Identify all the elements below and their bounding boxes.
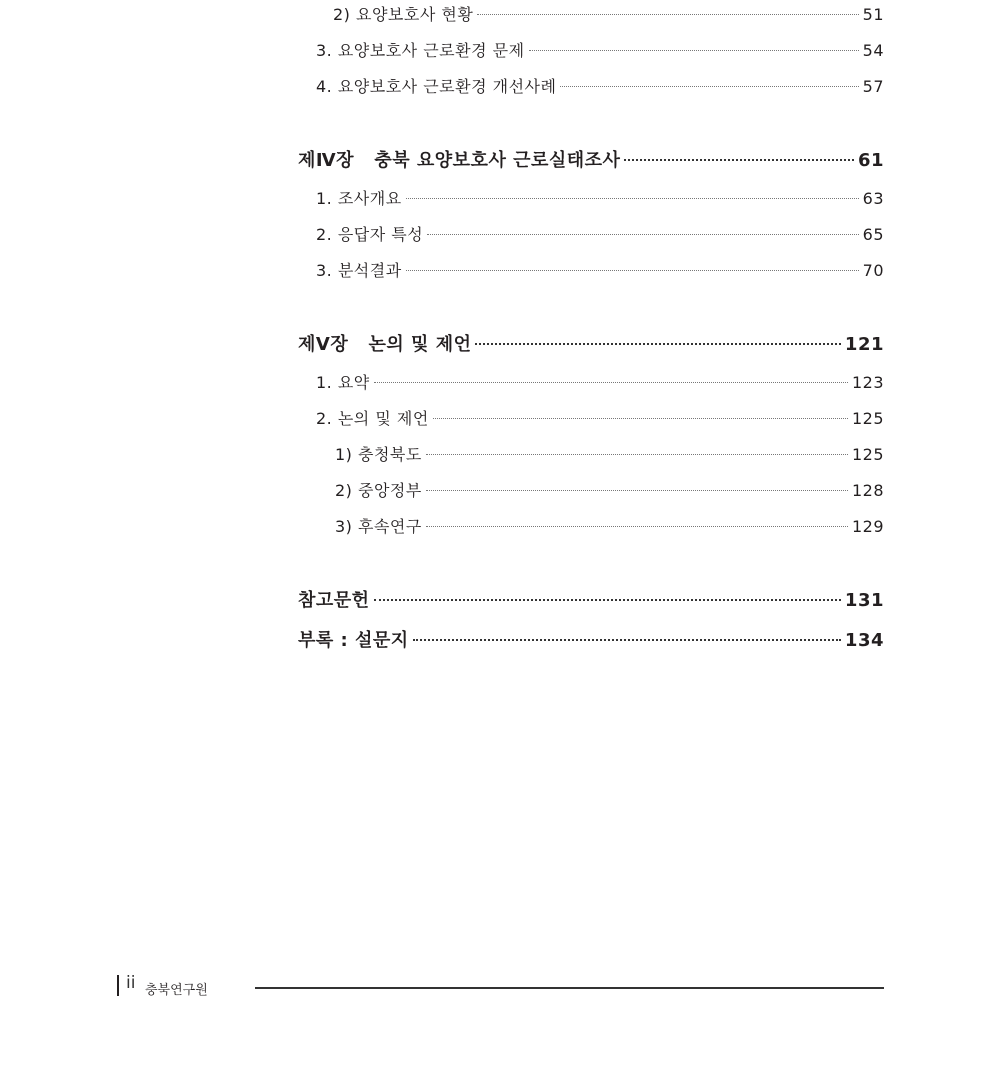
toc-entry bbox=[335, 478, 884, 501]
toc-entry bbox=[316, 406, 884, 429]
toc-entry-page: 54 bbox=[862, 41, 884, 60]
dot-leader bbox=[374, 599, 841, 601]
toc-entry-label: 1. 조사개요 bbox=[316, 189, 402, 208]
toc-chapter-label: 참고문헌 bbox=[298, 590, 370, 611]
toc-chapter-page: 131 bbox=[844, 590, 884, 611]
dot-leader bbox=[475, 343, 840, 345]
toc-entry-label: 3. 요양보호사 근로환경 문제 bbox=[316, 41, 525, 60]
toc-entry bbox=[333, 2, 884, 25]
toc-entry-page: 65 bbox=[862, 225, 884, 244]
toc-entry-label: 2. 논의 및 제언 bbox=[316, 409, 429, 428]
dot-leader bbox=[374, 382, 848, 383]
toc-entry-page: 129 bbox=[851, 517, 884, 536]
toc-entry-label: 2) 중앙정부 bbox=[335, 481, 422, 500]
toc-chapter-page: 121 bbox=[844, 334, 884, 355]
toc-entry-page: 125 bbox=[851, 409, 884, 428]
toc-entry-label: 3) 후속연구 bbox=[335, 517, 422, 536]
toc-entry-label: 2) 요양보호사 현황 bbox=[333, 5, 474, 24]
dot-leader bbox=[406, 270, 859, 271]
toc-entry bbox=[316, 74, 884, 97]
toc-entry bbox=[335, 442, 884, 465]
toc-entry bbox=[316, 370, 884, 393]
toc-entry-label: 4. 요양보호사 근로환경 개선사례 bbox=[316, 77, 557, 96]
toc-entry-label: 1) 충청북도 bbox=[335, 445, 422, 464]
toc-chapter bbox=[298, 586, 884, 612]
dot-leader bbox=[529, 50, 859, 51]
toc-chapter bbox=[298, 626, 884, 652]
toc-entry-page: 51 bbox=[862, 5, 884, 24]
footer-rule bbox=[255, 987, 884, 989]
toc-entry bbox=[316, 222, 884, 245]
dot-leader bbox=[477, 14, 858, 15]
toc-entry-label: 3. 분석결과 bbox=[316, 261, 402, 280]
dot-leader bbox=[624, 159, 854, 161]
dot-leader bbox=[426, 454, 848, 455]
toc-entry-page: 125 bbox=[851, 445, 884, 464]
toc-entry-page: 128 bbox=[851, 481, 884, 500]
toc-entry bbox=[335, 514, 884, 537]
toc-entry-page: 57 bbox=[862, 77, 884, 96]
dot-leader bbox=[427, 234, 858, 235]
toc-entry-label: 2. 응답자 특성 bbox=[316, 225, 424, 244]
dot-leader bbox=[426, 490, 848, 491]
toc-entry bbox=[316, 258, 884, 281]
toc-entry-page: 63 bbox=[862, 189, 884, 208]
dot-leader bbox=[433, 418, 848, 419]
dot-leader bbox=[413, 639, 841, 641]
toc-chapter-label: 제Ⅴ장 논의 및 제언 bbox=[298, 334, 472, 355]
toc-chapter-label: 제Ⅳ장 충북 요양보호사 근로실태조사 bbox=[298, 150, 621, 171]
footer-divider-bar bbox=[117, 975, 119, 996]
toc-entry-label: 1. 요약 bbox=[316, 373, 370, 392]
toc-chapter bbox=[298, 330, 884, 356]
toc-chapter-page: 61 bbox=[857, 150, 884, 171]
footer-organization: 충북연구원 bbox=[145, 983, 208, 998]
toc-chapter-label: 부록 : 설문지 bbox=[298, 630, 409, 651]
footer-page-number: ii bbox=[126, 973, 136, 993]
toc-entry-page: 123 bbox=[851, 373, 884, 392]
toc-entry-page: 70 bbox=[862, 261, 884, 280]
dot-leader bbox=[560, 86, 858, 87]
dot-leader bbox=[406, 198, 859, 199]
dot-leader bbox=[426, 526, 848, 527]
toc-chapter-page: 134 bbox=[844, 630, 884, 651]
toc-entry bbox=[316, 186, 884, 209]
toc-entry bbox=[316, 38, 884, 61]
toc-chapter bbox=[298, 146, 884, 172]
